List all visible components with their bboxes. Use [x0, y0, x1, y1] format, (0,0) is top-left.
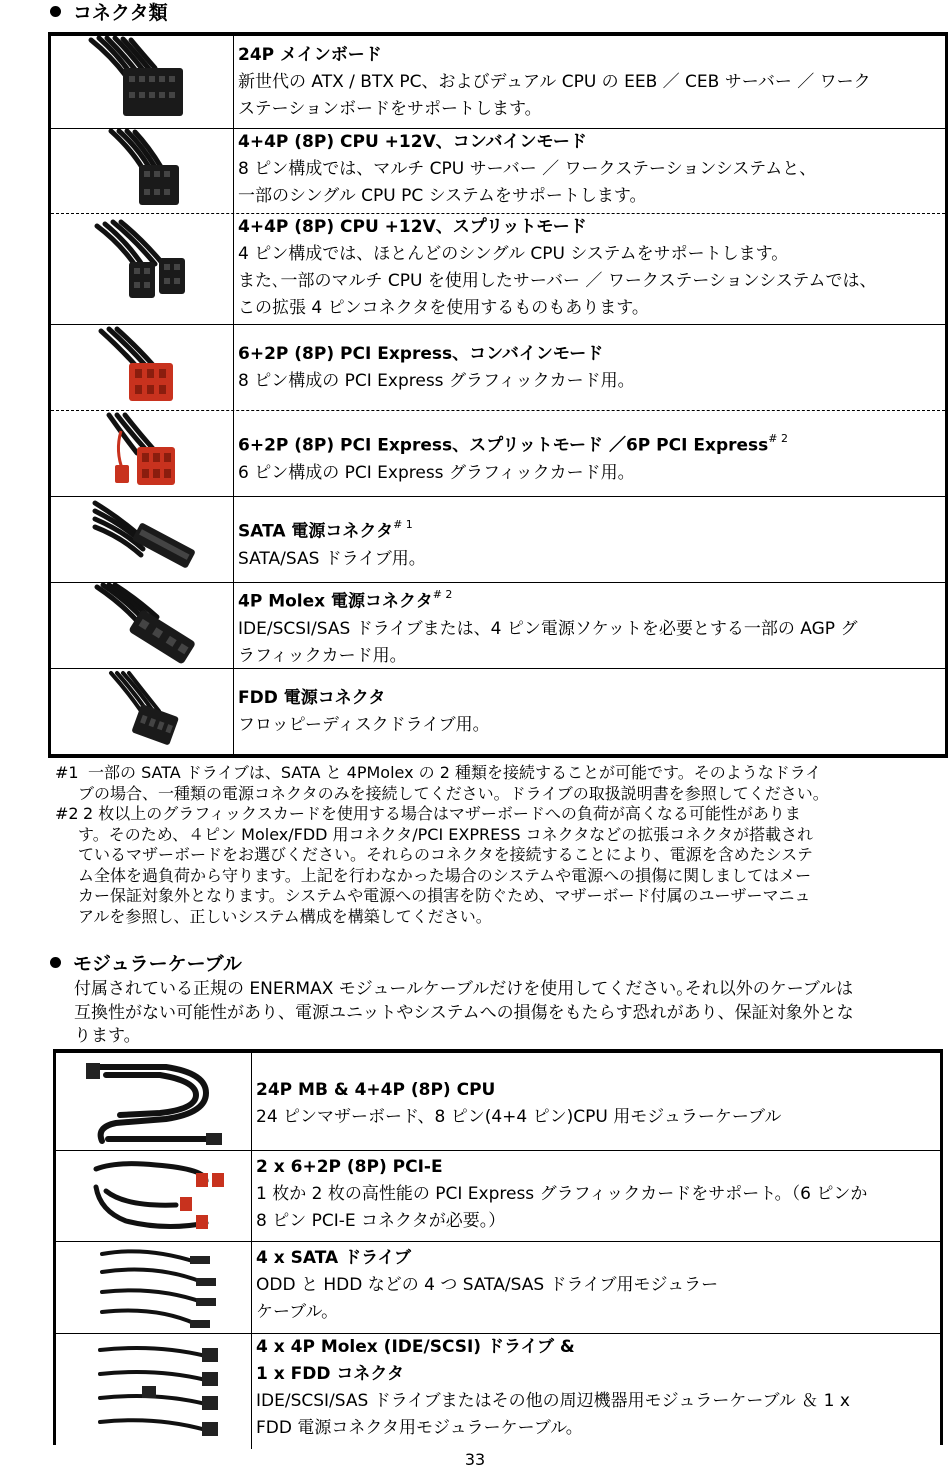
- row-desc-line: 24 ピンマザーボード、8 ピン(4+4 ピン)CPU 用モジュラーケーブル: [256, 1107, 782, 1127]
- row-desc-line: フロッピーディスクドライブ用。: [238, 715, 490, 735]
- table-row: [51, 411, 945, 497]
- modular-molex-fdd-cable-icon: [56, 1334, 252, 1448]
- modular-pcie-cable-icon: [56, 1151, 252, 1241]
- fdd-connector-icon: [51, 669, 234, 754]
- footnote-line: す。そのため、４ピン Molex/FDD 用コネクタ/PCI EXPRESS コネクタなどの拡張コネクタが搭載され: [78, 824, 813, 844]
- row-desc-line: ステーションボードをサポートします。: [238, 99, 542, 119]
- intro-line: ります。: [74, 1026, 141, 1046]
- footnote-line: アルを参照し、正しいシステム構成を構築してください。: [78, 906, 492, 926]
- heading-text: コネクタ類: [73, 2, 168, 24]
- row-desc-line: 4 ピン構成では、ほとんどのシングル CPU システムをサポートします。: [238, 244, 789, 264]
- footnote-line: ム全体を過負荷から守ります。上記を行わなかった場合のシステムや電源への損傷に関しましてはメー: [78, 865, 812, 885]
- modular-cable-table: [53, 1049, 943, 1445]
- footnote-line: カー保証対象外となります。システムや電源への損害を防ぐため、マザーボード付属のユーザーマニュ: [78, 886, 811, 905]
- molex-connector-icon: [51, 583, 234, 668]
- row-desc-line: この拡張 4 ピンコネクタを使用するものもあります。: [238, 298, 649, 318]
- row-title: 4 x SATA ドライブ: [256, 1248, 412, 1268]
- row-title: 24P MB & 4+4P (8P) CPU: [256, 1080, 496, 1100]
- row-title: 1 x FDD コネクタ: [256, 1364, 405, 1384]
- connector-table: [48, 32, 948, 758]
- row-title: 4 x 4P Molex (IDE/SCSI) ドライブ &: [256, 1337, 575, 1357]
- table-row: [56, 1053, 940, 1151]
- row-title: 4+4P (8P) CPU +12V、スプリットモード: [238, 217, 587, 237]
- cable-image: [56, 1334, 252, 1449]
- connector-image: [51, 497, 234, 582]
- row-desc-line: 一部のシングル CPU PC システムをサポートします。: [238, 186, 647, 206]
- 4+4-pin-split-cpu-connector-icon: [51, 214, 234, 324]
- table-row: [56, 1242, 940, 1334]
- table-row: [51, 129, 945, 214]
- row-desc-line: 8 ピン構成では、マルチ CPU サーバー ／ ワークステーションシステムと、: [238, 159, 817, 179]
- footnote-line: ブの場合、一種類の電源コネクタのみを接続してください。ドライブの取扱説明書を参照してください。: [78, 783, 829, 803]
- row-title: 6+2P (8P) PCI Express、コンバインモード: [238, 344, 604, 364]
- row-desc-line: また､一部のマルチ CPU を使用したサーバー ／ ワークステーションシステムでは、: [238, 271, 877, 291]
- section-heading-connectors: [50, 2, 168, 24]
- footnote-ref: # 2: [432, 588, 453, 601]
- table-row: [56, 1334, 940, 1449]
- table-row: [51, 214, 945, 325]
- table-row: [51, 669, 945, 755]
- connector-image: [51, 411, 234, 496]
- footnote-ref: # 1: [393, 518, 413, 531]
- connector-image: [51, 36, 234, 128]
- row-desc-line: ODD と HDD などの 4 つ SATA/SAS ドライブ用モジュラー: [256, 1275, 719, 1295]
- row-title-text: SATA 電源コネクタ: [238, 521, 394, 542]
- modular-intro: [74, 978, 854, 1049]
- row-title: [238, 427, 941, 460]
- cable-image: [56, 1053, 252, 1150]
- connector-image: [51, 583, 234, 668]
- sata-power-connector-icon: [51, 497, 234, 582]
- row-title: FDD 電源コネクタ: [238, 688, 386, 708]
- modular-mb-cpu-cable-icon: [56, 1053, 252, 1150]
- intro-line: 互換性がない可能性があり、電源ユニットやシステムへの損傷をもたらす恐れがあり、保証対象外とな: [74, 1002, 854, 1023]
- row-title: 4+4P (8P) CPU +12V、コンバインモード: [238, 132, 587, 152]
- footnote-number: #2: [55, 804, 79, 823]
- table-row: [51, 325, 945, 411]
- 8-pin-pcie-connector-icon: [51, 325, 234, 410]
- footnote-ref: # 2: [768, 432, 788, 445]
- bullet-icon: [50, 6, 61, 17]
- table-row: [51, 497, 945, 583]
- 24-pin-connector-cable-icon: [51, 36, 234, 128]
- footnote-2: [55, 804, 940, 927]
- modular-sata-cable-icon: [56, 1242, 252, 1333]
- row-desc-line: 8 ピン構成の PCI Express グラフィックカード用。: [238, 371, 635, 391]
- row-desc-line: IDE/SCSI/SAS ドライブまたはその他の周辺機器用モジュラーケーブル ＆ 1 x: [256, 1391, 850, 1411]
- 8-pin-cpu-connector-icon: [51, 129, 234, 213]
- row-desc-line: FDD 電源コネクタ用モジュラーケーブル。: [256, 1418, 583, 1438]
- row-title: 24P メインボード: [238, 45, 382, 65]
- 6+2-pin-split-pcie-connector-icon: [51, 411, 234, 496]
- footnote-line: 2 枚以上のグラフィックスカードを使用する場合はマザーボードへの負荷が高くなる可能性がありま: [83, 804, 801, 823]
- row-desc-line: 6 ピン構成の PCI Express グラフィックカード用。: [238, 462, 635, 483]
- row-desc-line: IDE/SCSI/SAS ドライブまたは、4 ピン電源ソケットを必要とする一部の AGP グ: [238, 618, 858, 639]
- footnote-line: 一部の SATA ドライブは、SATA と 4PMolex の 2 種類を接続することが可能です。そのようなドライ: [88, 763, 822, 782]
- cable-image: [56, 1242, 252, 1333]
- footnote-line: ているマザーボードをお選びください。それらのコネクタを接続することにより、電源を含めたシステ: [78, 845, 813, 864]
- heading-text: モジュラーケーブル: [73, 953, 242, 975]
- table-row: [51, 583, 945, 669]
- intro-line: 付属されている正規の ENERMAX モジュールケーブルだけを使用してください｡それ以外のケーブルは: [74, 979, 854, 999]
- row-title: 2 x 6+2P (8P) PCI-E: [256, 1157, 443, 1177]
- row-desc-line: 8 ピン PCI-E コネクタが必要。）: [256, 1211, 506, 1231]
- table-row: [51, 36, 945, 129]
- footnotes: [55, 763, 940, 927]
- row-title: [238, 513, 941, 546]
- connector-image: [51, 669, 234, 755]
- page-number: 33: [464, 1450, 486, 1469]
- row-desc-line: 1 枚か 2 枚の高性能の PCI Express グラフィックカードをサポート。（6 ピンか: [256, 1184, 868, 1204]
- section-heading-modular-cables: [50, 953, 242, 975]
- cable-image: [56, 1151, 252, 1241]
- connector-image: [51, 325, 234, 410]
- row-title-text: 4P Molex 電源コネクタ: [238, 591, 433, 612]
- row-desc-line: ケーブル。: [256, 1302, 339, 1322]
- connector-image: [51, 214, 234, 324]
- row-desc-line: SATA/SAS ドライブ用。: [238, 548, 426, 569]
- row-desc-line: ラフィックカード用。: [238, 645, 407, 666]
- row-title: [238, 583, 941, 616]
- row-desc-line: 新世代の ATX / BTX PC、およびデュアル CPU の EEB ／ CEB サーバー ／ ワーク: [238, 72, 871, 92]
- table-row: [56, 1151, 940, 1242]
- connector-image: [51, 129, 234, 213]
- row-title-text: 6+2P (8P) PCI Express、スプリットモード ／6P PCI Express: [238, 435, 769, 456]
- footnote-number: #1: [55, 763, 79, 782]
- bullet-icon: [50, 957, 61, 968]
- footnote-1: [55, 763, 940, 804]
